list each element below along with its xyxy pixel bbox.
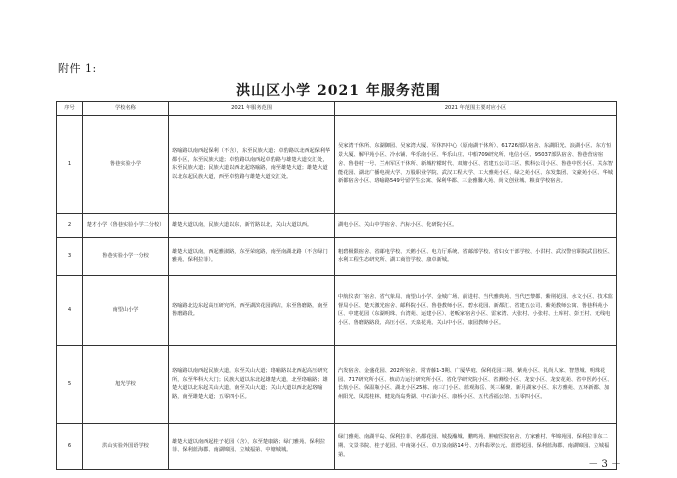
row-areas: 湖电小区、关山中学宿舍、汽标小区、化研院小区。 xyxy=(335,213,617,237)
table-header-row xyxy=(57,102,617,116)
header-school: 学校名称 xyxy=(83,102,169,116)
row-school: 鲁巷实验小学 xyxy=(83,115,169,213)
row-areas: 粗碧极限宿舍、省邮电学校、天鹅小区、电力厅系统、省邮部学校、省妇女干部学校、小洪村、武汉警官职院武昌校区、水利工程生态研究所、湖工商管学校、康卓新城。 xyxy=(335,237,617,275)
row-range: 珞喻路以南西起民族大道，东至关山大道；珞喻路以北西起高压研究所，东至华科大大门；民族大道以东北起雄楚大道，北至珞喻路；雄楚大道以北东起关山大道，南至关山大道；关山大道以西北起珞喻路，南至雄楚大道；五零四小区。 xyxy=(169,345,335,423)
table-row xyxy=(57,213,617,237)
row-areas: 吴家湾干休所、东湖御园、吴家湾大厦、军休四中心（原南湖干休所）、61726部队宿舍、东湖阳光、浪湖小区、东方恒景大厦、解甲苑小区、冷水铺、华乐南小区、华乐山庄、中船709研究所、电信小区、95037部队宿舍、鲁巷营房宿舍、鲁巷村一号、兰州军区干休所、新城柠檬时代、双塘小区、省建五公司三区、熊科公司小区、鲁巷中医小区、关东智能花园、湖北广播电视大学、万股职业学院、武汉工程大学、工大雅苑小区、绿之苑小区、东发集团、文豪苑小区、华城新都宿舍小区、珞喻路549号留学生公寓、保利华都、三金雅馨大苑、尚文创业城、粮食学校宿舍。 xyxy=(335,115,617,213)
row-school: 旭光学校 xyxy=(83,345,169,423)
row-range: 雄楚大道以南，民族大道以东，新竹路以北，关山大道以西。 xyxy=(169,213,335,237)
row-areas: 绿门雅苑、南湖半岛、保利拉菲、名都花园、城投瀚城、鹏鸣苑、肿瘤医院宿舍、方家雅村、华锦苑园、保利拉菲东二期、文景书院、桂子花园、中南第小区、卓万泉南路14号、万科翡翠公元、蓝德花园、保利蓝海郡、南湖锦园、立城福第。 xyxy=(335,423,617,469)
row-school: 楚才小学（鲁巷实验小学二分校） xyxy=(83,213,169,237)
row-areas: 中航仪表厂宿舍、省气象局、南望山小学、金城广场、前进村、当代雅典苑、当代巴黎都、紫荆花园、水文小区、技术监督局小区、楚天激光宿舍、邮科院小区、鲁巷教师小区、碧水花园、新都汇、省建五公司、紫苑教师公寓、鲁巷科苑小区、中建花园（东湖明珠、台湾苑、运建小区）、老畈家宿舍小区、雷家湾、大张村、小张村、土库村、彭王村、无线电小区、鲁磨路路段、高压小区、天泉花苑、关山中小区、康园教师小区。 xyxy=(335,275,617,345)
table-row xyxy=(57,115,617,213)
header-no: 序号 xyxy=(57,102,83,116)
row-no: 1 xyxy=(57,115,83,213)
page-number: － 3 － xyxy=(588,459,621,470)
row-range: 雄楚大道以南，西起雅淑路，东至荣庭路，南至南湖北路（不含绿门雅苑、保利拉菲）。 xyxy=(169,237,335,275)
table-row xyxy=(57,275,617,345)
row-school: 南望山小学 xyxy=(83,275,169,345)
table-row xyxy=(57,237,617,275)
row-school: 鲁巷实验小学一分校 xyxy=(83,237,169,275)
service-range-table xyxy=(56,101,617,470)
row-range: 珞喻路以南西起保利（不含），东至民族大道；卓豹路以北西起保利华都小区，东至民族大道；卓豹路以南西起卓豹路与雄楚大道交汇处，东至民族大道；民族大道以西北起珞喻路，南至雄楚大道；雄楚大道以北东起民族大道，西至卓豹路与雄楚大道交汇处。 xyxy=(169,115,335,213)
row-range: 珞喻路北边东起高压研究所，西至湖滨花园酒店，东至鲁磨路，南至鲁磨路段。 xyxy=(169,275,335,345)
row-areas: 汽发宿舍、金盛花园、202所宿舍、常青藤1-3期、广厦华庭、保利花园三期、紫苑小区、礼尚人家、智慧城、明珠花园、717研究所小区、核动力运行研究所小区、省化学研究院小区、省测绘小区、龙安小区、龙安花苑、省中医药小区、长航小区、保温瓶小区、湖北小区25栋、南三门小区、蓝观海岳、英三稀聚、新月湖家小区、东方雅苑、五环新都、加州阳光、凤霞桂林、健龙尚岛秀湖、中石油小区、康桥小区、五代香福公馆、五零四小区。 xyxy=(335,345,617,423)
attachment-label: 附件 1: xyxy=(58,62,97,75)
document-title: 洪山区小学 2021 年服务范围 xyxy=(236,83,441,99)
header-areas: 2021 年范围主要对应小区 xyxy=(335,102,617,116)
row-no: 6 xyxy=(57,423,83,469)
row-no: 5 xyxy=(57,345,83,423)
header-range: 2021 年服务范围 xyxy=(169,102,335,116)
row-school: 洪山实验外国语学校 xyxy=(83,423,169,469)
table-row xyxy=(57,345,617,423)
row-range: 雄楚大道以南西起桂子花园（含），东至楚康路；绿门雅苑、保利拉菲、保利蓝海郡、南湖锦园、立城福第、中塘城城。 xyxy=(169,423,335,469)
row-no: 4 xyxy=(57,275,83,345)
row-no: 3 xyxy=(57,237,83,275)
row-no: 2 xyxy=(57,213,83,237)
table-row xyxy=(57,423,617,469)
